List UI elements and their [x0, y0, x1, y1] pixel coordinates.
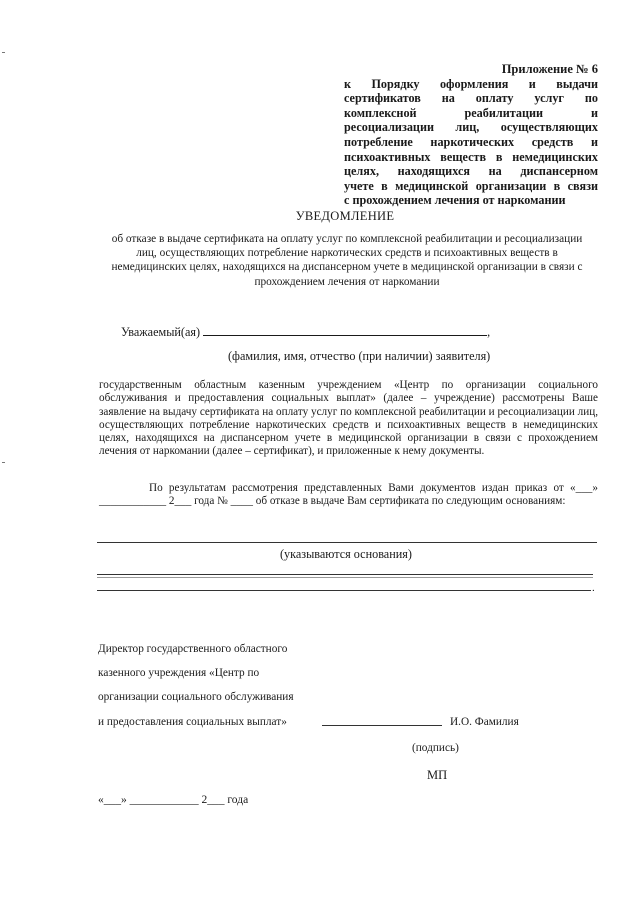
director-title-line: организации социального обслуживания	[98, 691, 294, 703]
appendix-line: сертификатов на оплату услуг по	[344, 91, 598, 106]
subtitle-line: немедицинских целях, находящихся на диспансерном учете в медицинской организации в связи с	[111, 261, 583, 274]
appendix-line: комплексной реабилитации и	[344, 105, 598, 120]
appendix-line: психоактивных веществ в немедицинских	[344, 149, 598, 164]
reasons-line-1	[97, 542, 597, 543]
subtitle-line: лиц, осуществляющих потребление наркотических средств и психоактивных веществ в	[136, 247, 558, 260]
appendix-line: целях, находящихся на диспансерном	[344, 164, 598, 179]
scan-mark	[2, 52, 5, 53]
reasons-hint: (указываются основания)	[280, 547, 412, 561]
reasons-end-mark: .	[592, 582, 595, 594]
subtitle-line: прохождением лечения от наркомании	[254, 275, 440, 288]
signature-line	[322, 725, 442, 726]
scan-mark	[2, 462, 5, 463]
director-name: И.О. Фамилия	[450, 716, 519, 728]
subtitle-line: об отказе в выдаче сертификата на оплату услуг по комплексной реабилитации и ресоциализации	[111, 233, 583, 245]
applicant-name-blank	[203, 335, 487, 336]
paragraph-order: По результатам рассмотрения представленных Вами документов издан приказ от «___» ____________ 2___ года № ____ об отказе в выдаче Вам сертификата по следующим основаниям:	[99, 482, 598, 508]
director-title-line: и предоставления социальных выплат»	[98, 716, 287, 728]
appendix-line: учете в медицинской организации в связи	[344, 178, 598, 193]
notice-subtitle	[96, 232, 598, 289]
director-title-line: казенного учреждения «Центр по	[98, 667, 260, 679]
appendix-number: Приложение № 6	[501, 62, 598, 76]
paragraph-review: государственным областным казенным учреждением «Центр по организации социального обслуживания и предоставления социальных выплат» (далее – учреждение) рассмотрены Ваше заявление на выдачу сертификата на оплату услуг по комплексной реабилитации и ресоциализации лиц, осуществляющих потребление наркотических средств и психоактивных веществ в немедицинских целях, находящихся на диспансерном учете в медицинской организации в связи с прохождением лечения от наркомании (далее – сертификат), и приложенные к нему документы.	[99, 379, 598, 458]
signature-date: «___» ____________ 2___ года	[98, 794, 249, 806]
appendix-line: потребление наркотических средств и	[344, 134, 598, 149]
reasons-line-2	[97, 574, 593, 575]
appendix-line: ресоциализации лиц, осуществляющих	[344, 120, 598, 135]
appendix-line: к Порядку оформления и выдачи	[344, 76, 598, 91]
greeting-label: Уважаемый(ая)	[121, 325, 201, 339]
notice-title: УВЕДОМЛЕНИЕ	[295, 209, 395, 223]
appendix-line: с прохождением лечения от наркомании	[344, 193, 566, 208]
signature-hint: (подпись)	[412, 742, 459, 754]
applicant-name-hint: (фамилия, имя, отчество (при наличии) заявителя)	[228, 349, 491, 363]
reasons-line-3	[97, 590, 591, 591]
appendix-block	[344, 62, 598, 208]
greeting-comma: ,	[487, 325, 491, 339]
director-title-line: Директор государственного областного	[98, 643, 288, 655]
seal-mark: МП	[427, 768, 448, 782]
greeting-line	[121, 325, 490, 340]
reasons-line-2b	[97, 577, 593, 578]
